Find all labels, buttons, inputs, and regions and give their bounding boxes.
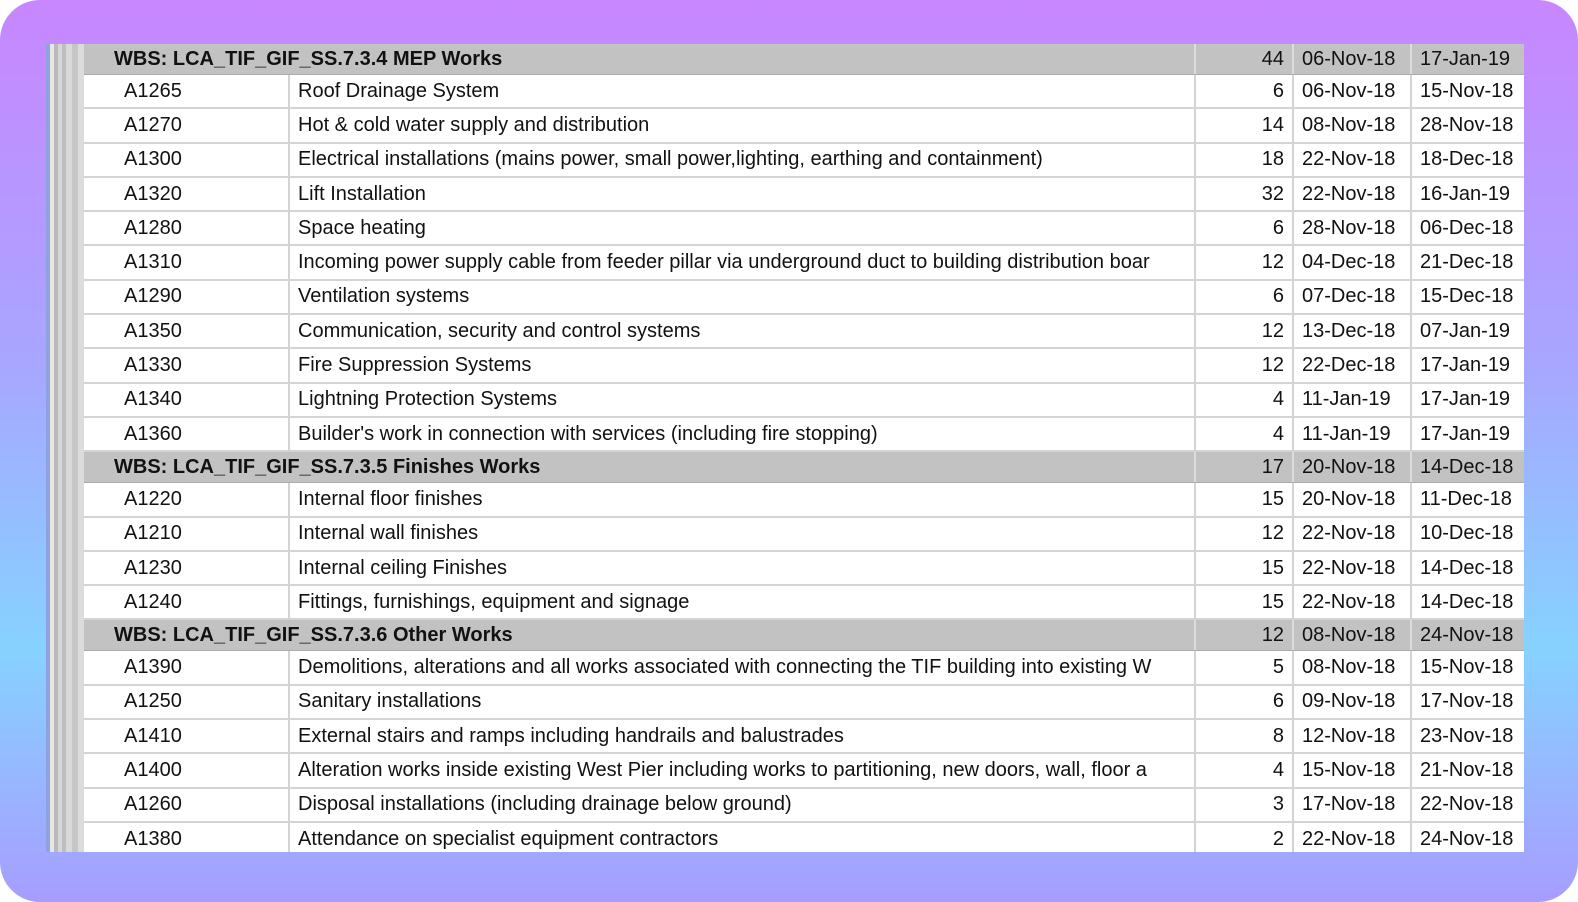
activity-id: A1320	[84, 178, 290, 210]
activity-duration: 6	[1196, 212, 1294, 244]
row-gutter	[46, 44, 84, 852]
activity-start: 08-Nov-18	[1294, 109, 1412, 141]
activity-duration: 12	[1196, 349, 1294, 381]
activity-id: A1410	[84, 720, 290, 752]
activity-duration: 4	[1196, 418, 1294, 450]
schedule-table	[46, 44, 1524, 852]
wbs-group-row[interactable]	[84, 620, 1524, 651]
wbs-group-row[interactable]	[84, 452, 1524, 483]
activity-row[interactable]	[84, 178, 1524, 212]
activity-start: 22-Nov-18	[1294, 586, 1412, 618]
activity-duration: 14	[1196, 109, 1294, 141]
activity-name: Lift Installation	[290, 178, 1196, 210]
activity-start: 22-Nov-18	[1294, 144, 1412, 176]
activity-id: A1380	[84, 823, 290, 852]
activity-finish: 24-Nov-18	[1420, 827, 1514, 850]
wbs-finish: 14-Dec-18	[1420, 455, 1514, 478]
activity-duration: 12	[1196, 518, 1294, 550]
activity-start: 11-Jan-19	[1294, 384, 1412, 416]
activity-finish: 17-Jan-19	[1420, 354, 1511, 377]
activity-finish: 15-Nov-18	[1420, 79, 1514, 102]
activity-duration: 4	[1196, 754, 1294, 786]
activity-start: 22-Nov-18	[1294, 178, 1412, 210]
activity-row[interactable]	[84, 384, 1524, 418]
activity-name: Internal wall finishes	[290, 518, 1196, 550]
activity-start: 22-Dec-18	[1294, 349, 1412, 381]
activity-row[interactable]	[84, 246, 1524, 280]
activity-id: A1260	[84, 789, 290, 821]
activity-id: A1250	[84, 686, 290, 718]
activity-start: 09-Nov-18	[1294, 686, 1412, 718]
activity-grid	[84, 44, 1524, 852]
activity-row[interactable]	[84, 789, 1524, 823]
activity-name: Hot & cold water supply and distribution	[290, 109, 1196, 141]
activity-finish: 14-Dec-18	[1420, 556, 1514, 579]
wbs-start: 06-Nov-18	[1294, 44, 1412, 74]
activity-finish: 21-Nov-18	[1420, 758, 1514, 781]
activity-id: A1350	[84, 315, 290, 347]
activity-duration: 6	[1196, 281, 1294, 313]
activity-duration: 18	[1196, 144, 1294, 176]
activity-id: A1210	[84, 518, 290, 550]
activity-start: 22-Nov-18	[1294, 552, 1412, 584]
activity-name: Internal ceiling Finishes	[290, 552, 1196, 584]
activity-row[interactable]	[84, 823, 1524, 852]
activity-finish: 17-Jan-19	[1420, 422, 1511, 445]
activity-duration: 32	[1196, 178, 1294, 210]
activity-finish: 10-Dec-18	[1420, 522, 1514, 545]
activity-name: Builder's work in connection with services (including fire stopping)	[290, 418, 1196, 450]
activity-row[interactable]	[84, 418, 1524, 452]
wbs-start: 20-Nov-18	[1294, 452, 1412, 482]
activity-id: A1300	[84, 144, 290, 176]
activity-row[interactable]	[84, 552, 1524, 586]
activity-start: 11-Jan-19	[1294, 418, 1412, 450]
activity-id: A1290	[84, 281, 290, 313]
activity-start: 17-Nov-18	[1294, 789, 1412, 821]
activity-finish: 14-Dec-18	[1420, 590, 1514, 613]
activity-row[interactable]	[84, 651, 1524, 685]
activity-duration: 2	[1196, 823, 1294, 852]
activity-finish: 16-Jan-19	[1420, 182, 1511, 205]
activity-finish: 15-Dec-18	[1420, 285, 1514, 308]
activity-duration: 12	[1196, 246, 1294, 278]
activity-id: A1270	[84, 109, 290, 141]
wbs-title: WBS: LCA_TIF_GIF_SS.7.3.6 Other Works	[84, 620, 1196, 650]
activity-row[interactable]	[84, 212, 1524, 246]
activity-id: A1340	[84, 384, 290, 416]
activity-id: A1400	[84, 754, 290, 786]
activity-name: Incoming power supply cable from feeder pillar via underground duct to building distribution boar	[290, 246, 1196, 278]
activity-name: Lightning Protection Systems	[290, 384, 1196, 416]
activity-id: A1220	[84, 483, 290, 515]
activity-id: A1240	[84, 586, 290, 618]
activity-row[interactable]	[84, 75, 1524, 109]
activity-id: A1280	[84, 212, 290, 244]
activity-name: External stairs and ramps including handrails and balustrades	[290, 720, 1196, 752]
activity-id: A1390	[84, 651, 290, 683]
activity-name: Communication, security and control systems	[290, 315, 1196, 347]
wbs-title: WBS: LCA_TIF_GIF_SS.7.3.4 MEP Works	[84, 44, 1196, 74]
activity-id: A1330	[84, 349, 290, 381]
activity-duration: 15	[1196, 552, 1294, 584]
activity-finish: 17-Nov-18	[1420, 690, 1514, 713]
wbs-duration: 44	[1196, 44, 1294, 74]
wbs-start: 08-Nov-18	[1294, 620, 1412, 650]
activity-name: Space heating	[290, 212, 1196, 244]
activity-name: Disposal installations (including drainage below ground)	[290, 789, 1196, 821]
activity-name: Electrical installations (mains power, small power,lighting, earthing and containment)	[290, 144, 1196, 176]
activity-duration: 8	[1196, 720, 1294, 752]
activity-finish: 17-Jan-19	[1420, 388, 1511, 411]
activity-finish: 23-Nov-18	[1420, 724, 1514, 747]
activity-name: Ventilation systems	[290, 281, 1196, 313]
activity-finish: 18-Dec-18	[1420, 148, 1514, 171]
activity-duration: 12	[1196, 315, 1294, 347]
activity-id: A1230	[84, 552, 290, 584]
wbs-title: WBS: LCA_TIF_GIF_SS.7.3.5 Finishes Works	[84, 452, 1196, 482]
activity-finish: 15-Nov-18	[1420, 656, 1514, 679]
activity-row[interactable]	[84, 281, 1524, 315]
activity-start: 06-Nov-18	[1294, 75, 1412, 107]
activity-row[interactable]	[84, 349, 1524, 383]
activity-start: 20-Nov-18	[1294, 483, 1412, 515]
activity-duration: 15	[1196, 483, 1294, 515]
activity-duration: 4	[1196, 384, 1294, 416]
activity-row[interactable]	[84, 109, 1524, 143]
wbs-finish: 24-Nov-18	[1420, 623, 1514, 646]
activity-name: Roof Drainage System	[290, 75, 1196, 107]
activity-start: 22-Nov-18	[1294, 518, 1412, 550]
activity-finish: 06-Dec-18	[1420, 216, 1514, 239]
activity-start: 15-Nov-18	[1294, 754, 1412, 786]
activity-start: 28-Nov-18	[1294, 212, 1412, 244]
activity-start: 07-Dec-18	[1294, 281, 1412, 313]
activity-name: Internal floor finishes	[290, 483, 1196, 515]
activity-start: 04-Dec-18	[1294, 246, 1412, 278]
activity-name: Attendance on specialist equipment contractors	[290, 823, 1196, 852]
activity-start: 08-Nov-18	[1294, 651, 1412, 683]
activity-start: 13-Dec-18	[1294, 315, 1412, 347]
activity-name: Alteration works inside existing West Pier including works to partitioning, new doors, wall, floor a	[290, 754, 1196, 786]
activity-row[interactable]	[84, 315, 1524, 349]
wbs-duration: 12	[1196, 620, 1294, 650]
activity-duration: 3	[1196, 789, 1294, 821]
activity-name: Fire Suppression Systems	[290, 349, 1196, 381]
activity-row[interactable]	[84, 144, 1524, 178]
wbs-duration: 17	[1196, 452, 1294, 482]
activity-id: A1310	[84, 246, 290, 278]
activity-duration: 6	[1196, 75, 1294, 107]
wbs-finish: 17-Jan-19	[1420, 47, 1511, 70]
activity-row[interactable]	[84, 518, 1524, 552]
activity-start: 12-Nov-18	[1294, 720, 1412, 752]
activity-finish: 11-Dec-18	[1420, 487, 1512, 510]
wbs-group-row[interactable]	[84, 44, 1524, 75]
activity-row[interactable]	[84, 720, 1524, 754]
activity-duration: 15	[1196, 586, 1294, 618]
activity-finish: 07-Jan-19	[1420, 319, 1511, 342]
activity-start: 22-Nov-18	[1294, 823, 1412, 852]
activity-name: Demolitions, alterations and all works associated with connecting the TIF building into existing W	[290, 651, 1196, 683]
activity-row[interactable]	[84, 586, 1524, 620]
activity-duration: 5	[1196, 651, 1294, 683]
activity-finish: 22-Nov-18	[1420, 793, 1514, 816]
activity-id: A1265	[84, 75, 290, 107]
activity-id: A1360	[84, 418, 290, 450]
activity-row[interactable]	[84, 754, 1524, 788]
activity-row[interactable]	[84, 686, 1524, 720]
activity-row[interactable]	[84, 483, 1524, 517]
activity-duration: 6	[1196, 686, 1294, 718]
activity-finish: 21-Dec-18	[1420, 251, 1514, 274]
activity-finish: 28-Nov-18	[1420, 113, 1514, 136]
activity-name: Fittings, furnishings, equipment and signage	[290, 586, 1196, 618]
activity-name: Sanitary installations	[290, 686, 1196, 718]
